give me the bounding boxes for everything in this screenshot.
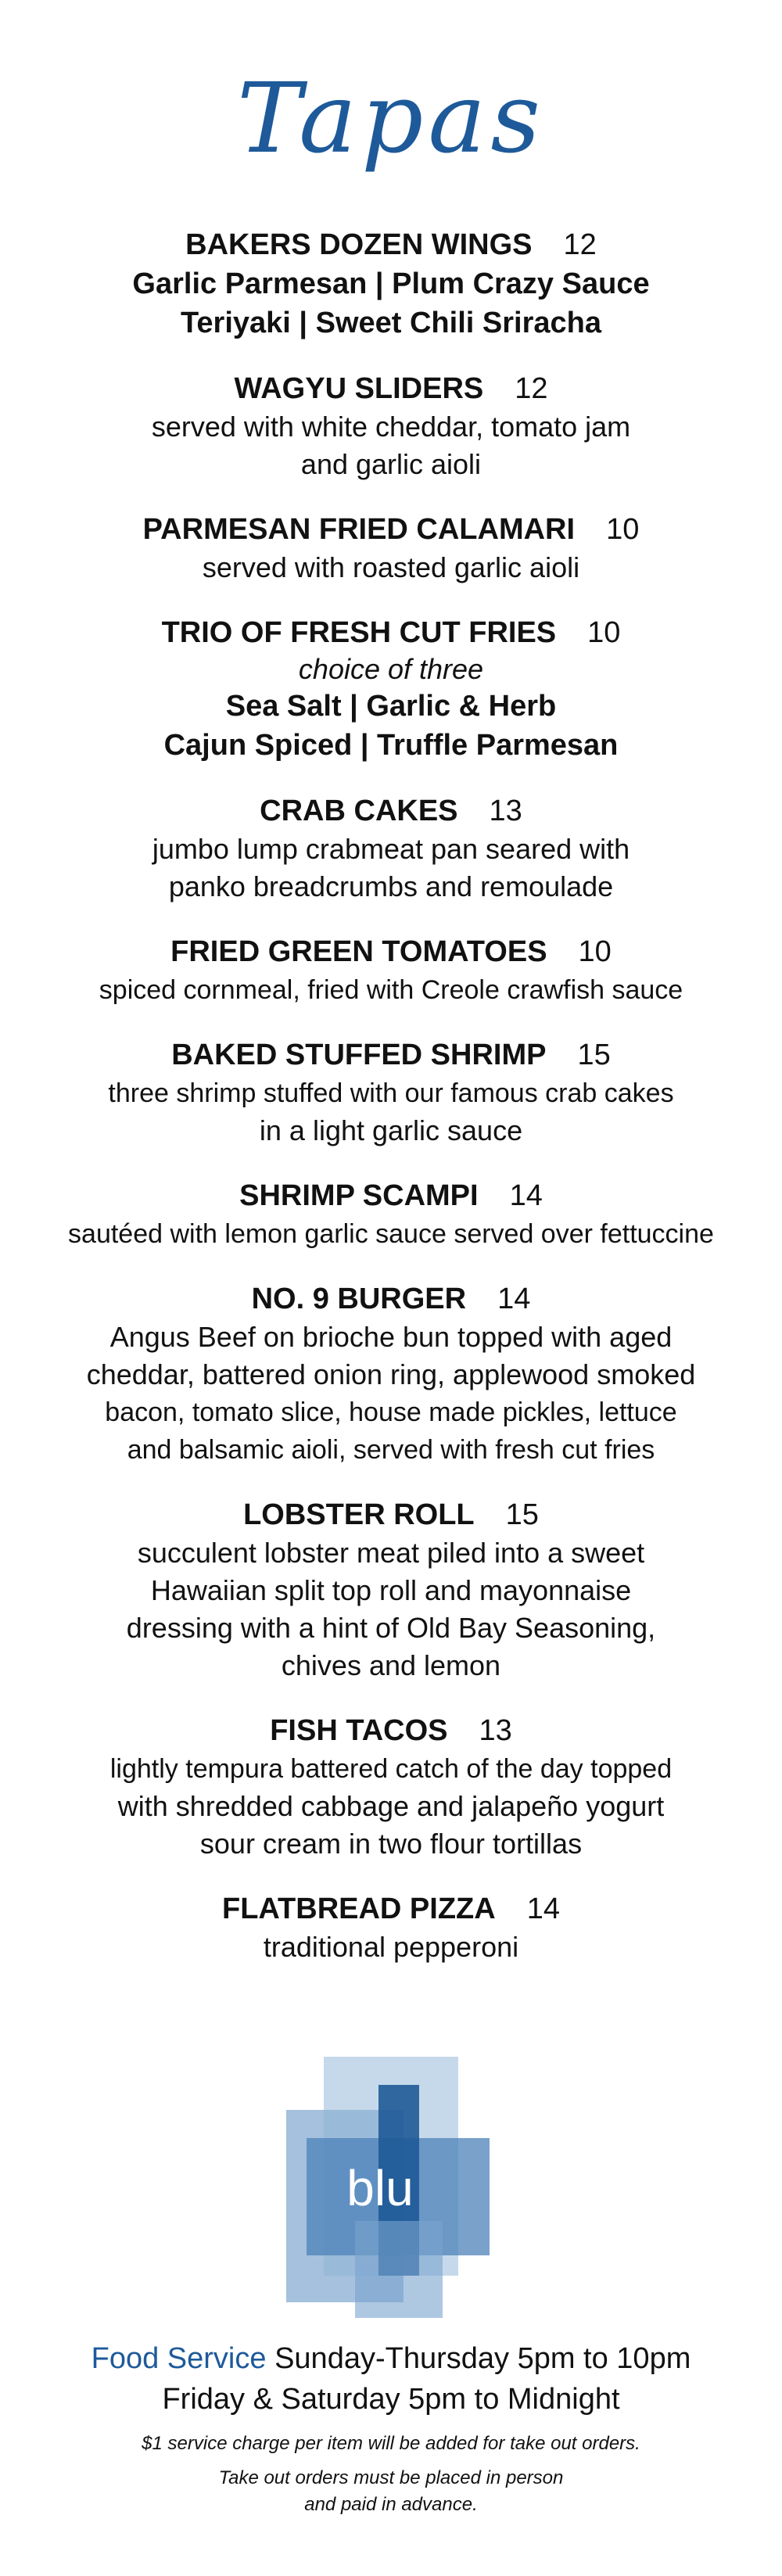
page-title: Tapas: [237, 63, 545, 175]
menu-item-description-line: sour cream in two flour tortillas: [199, 1828, 583, 1860]
menu-item-spacer: [31, 587, 751, 613]
menu-item-header: [31, 1495, 751, 1534]
menu-item-description-line: and garlic aioli: [300, 448, 482, 480]
menu-item: [31, 1279, 751, 1469]
menu-item-spacer: [31, 906, 751, 932]
menu-item-spacer: [31, 1469, 751, 1495]
menu-item-description-line: three shrimp stuffed with our famous crab cakes: [108, 1078, 674, 1108]
blu-logo: [286, 2050, 490, 2332]
hours-line-2: Friday & Saturday 5pm to Midnight: [162, 2383, 620, 2416]
menu-item-choice: choice of three: [298, 653, 484, 685]
menu-item-spacer: [31, 1684, 751, 1711]
hours-label: Food Service: [91, 2342, 267, 2375]
menu-item-header: [31, 613, 751, 652]
hours-weekday: Sunday-Thursday 5pm to 10pm: [274, 2342, 691, 2375]
menu-item-header: [31, 1176, 751, 1215]
menu-item-description-line: dressing with a hint of Old Bay Seasoning,: [126, 1612, 656, 1644]
menu-item-price: 10: [587, 616, 621, 649]
service-charge-note: $1 service charge per item will be added for take out orders.: [142, 2433, 640, 2454]
menu-item: [31, 369, 751, 483]
menu-item-header: [31, 225, 751, 264]
menu-item-description-line: bacon, tomato slice, house made pickles, lettuce: [105, 1397, 677, 1427]
menu-item-description-line: and balsamic aioli, served with fresh cut fries: [127, 1435, 655, 1465]
menu-item-price: 13: [489, 795, 522, 827]
logo-text: blu: [346, 2160, 414, 2216]
menu-item: [31, 791, 751, 906]
menu-item-header: [31, 1711, 751, 1750]
menu-item-header: [31, 1889, 751, 1928]
menu-item-description-line: lightly tempura battered catch of the day topped: [109, 1754, 673, 1784]
menu-item: [31, 613, 751, 765]
menu-item-description-line: served with roasted garlic aioli: [202, 551, 580, 583]
menu-item-spacer: [31, 483, 751, 510]
menu-item-price: 12: [515, 372, 548, 405]
menu-item-price: 12: [563, 228, 597, 261]
menu-item-name: PARMESAN FRIED CALAMARI: [142, 513, 576, 546]
menu-item-price: 10: [578, 935, 612, 968]
menu-item-name: TRIO OF FRESH CUT FRIES: [161, 616, 557, 649]
hours-line-1: [0, 2338, 782, 2379]
menu-item-price: 14: [497, 1283, 531, 1315]
menu-item-header: [31, 1279, 751, 1318]
menu-item-header: [31, 1035, 751, 1075]
menu-item: [31, 510, 751, 587]
menu-item-price: 15: [505, 1498, 539, 1531]
menu-item-option-line: Sea Salt | Garlic & Herb: [225, 690, 557, 723]
menu-item-option-line: Cajun Spiced | Truffle Parmesan: [163, 729, 619, 762]
menu-item-description-line: traditional pepperoni: [263, 1931, 519, 1963]
menu-item-option-line: Garlic Parmesan | Plum Crazy Sauce: [132, 267, 650, 300]
menu-list: [31, 225, 751, 1966]
menu-item-name: SHRIMP SCAMPI: [239, 1179, 479, 1212]
menu-item-header: [31, 791, 751, 831]
takeout-notes: [0, 2431, 782, 2518]
menu-item: [31, 1889, 751, 1966]
menu-item-description-line: sautéed with lemon garlic sauce served over fettuccine: [68, 1219, 714, 1249]
menu-item: [31, 1035, 751, 1150]
takeout-note-line-2: and paid in advance.: [304, 2494, 478, 2515]
menu-item-price: 14: [526, 1893, 560, 1925]
menu-item-name: BAKERS DOZEN WINGS: [185, 228, 533, 261]
menu-item: [31, 1176, 751, 1253]
menu-item-spacer: [31, 1009, 751, 1035]
logo-square-bottom: [355, 2221, 443, 2318]
menu-item-spacer: [31, 1150, 751, 1176]
menu-item-name: LOBSTER ROLL: [243, 1498, 475, 1531]
menu-item-description-line: jumbo lump crabmeat pan seared with: [152, 833, 630, 865]
menu-item-name: FLATBREAD PIZZA: [222, 1893, 496, 1925]
footer: [0, 2338, 782, 2518]
menu-item-name: FRIED GREEN TOMATOES: [170, 935, 547, 968]
menu-item-name: CRAB CAKES: [260, 795, 458, 827]
menu-item-spacer: [31, 765, 751, 791]
menu-item-spacer: [31, 1863, 751, 1889]
menu-item: [31, 1495, 751, 1684]
menu-item-description-line: succulent lobster meat piled into a sweet: [137, 1537, 645, 1569]
menu-item-price: 14: [509, 1179, 543, 1212]
menu-item-description-line: chives and lemon: [281, 1649, 501, 1681]
menu-item-spacer: [31, 1253, 751, 1279]
menu-item-description-line: spiced cornmeal, fried with Creole crawfish sauce: [99, 975, 683, 1005]
menu-item-option-line: Teriyaki | Sweet Chili Sriracha: [181, 307, 601, 339]
menu-item-description-line: Angus Beef on brioche bun topped with aged: [109, 1321, 673, 1353]
menu-item-header: [31, 932, 751, 971]
takeout-note-line-1: Take out orders must be placed in person: [218, 2467, 564, 2488]
menu-item: [31, 1711, 751, 1863]
menu-item-name: WAGYU SLIDERS: [234, 372, 484, 405]
menu-item-description-line: Hawaiian split top roll and mayonnaise: [150, 1574, 632, 1606]
menu-item-price: 15: [577, 1039, 611, 1071]
menu-item-name: FISH TACOS: [270, 1714, 448, 1747]
menu-item-description-line: panko breadcrumbs and remoulade: [168, 870, 614, 902]
menu-item-description-line: served with white cheddar, tomato jam: [151, 411, 631, 443]
menu-item-price: 10: [606, 513, 640, 546]
menu-item-description-line: with shredded cabbage and jalapeño yogurt: [117, 1790, 665, 1822]
menu-item-header: [31, 369, 751, 408]
menu-item-header: [31, 510, 751, 549]
menu-item-price: 13: [479, 1714, 512, 1747]
menu-item-spacer: [31, 343, 751, 369]
menu-item: [31, 225, 751, 343]
menu-item: [31, 932, 751, 1009]
menu-item-name: NO. 9 BURGER: [251, 1283, 467, 1315]
menu-item-description-line: in a light garlic sauce: [259, 1114, 523, 1146]
menu-item-name: BAKED STUFFED SHRIMP: [171, 1039, 547, 1071]
menu-item-description-line: cheddar, battered onion ring, applewood smoked: [86, 1358, 696, 1390]
